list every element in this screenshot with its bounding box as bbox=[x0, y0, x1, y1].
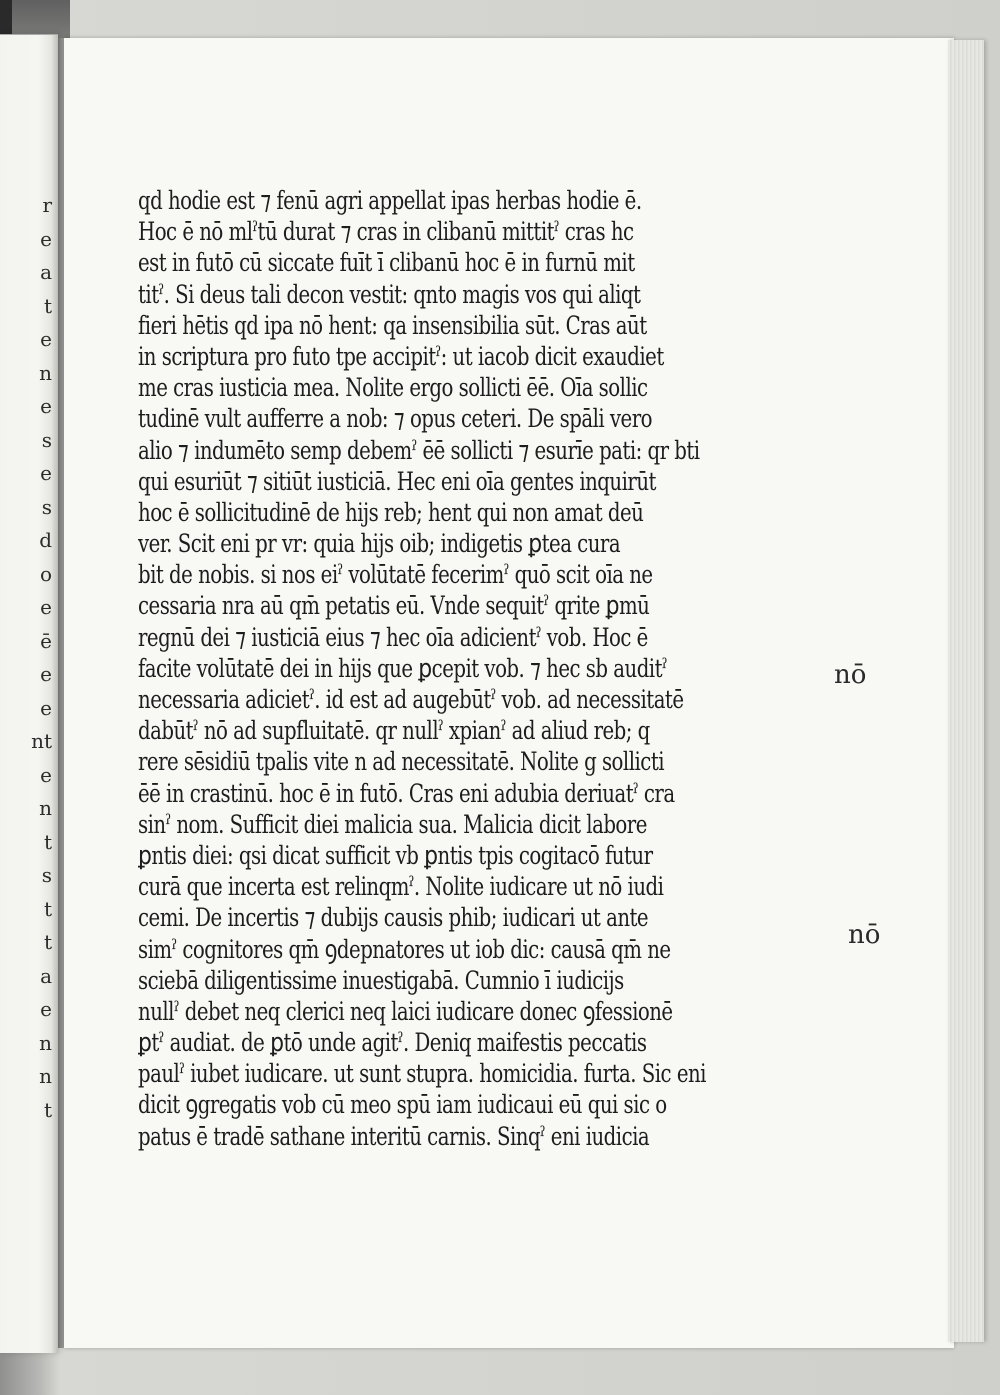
left-page-edge-char: e bbox=[40, 695, 52, 720]
margin-note: nō bbox=[848, 920, 881, 950]
manuscript-line: rere sēsidiū tpalis vite n ad necessitatē. Nolite g sollicti bbox=[138, 747, 665, 778]
manuscript-line: simˀ cognitores qm̄ ꝯdepnatores ut iob dic: causā qm̄ ne bbox=[138, 934, 671, 965]
left-page-edge-char: ē bbox=[40, 628, 52, 653]
manuscript-line: nullˀ debet neq clerici neq laici iudicare donec ꝯfessionē bbox=[138, 996, 673, 1027]
manuscript-line: ꝑntis diei: qsi dicat sufficit vb ꝑntis tpis cogitacō futur bbox=[138, 840, 653, 871]
left-page-edge-char: o bbox=[39, 561, 52, 586]
manuscript-line: in scriptura pro futo tpe accipitˀ: ut iacob dicit exaudiet bbox=[138, 341, 664, 372]
manuscript-line: hoc ē sollicitudinē de hijs reb; hent qui non amat deū bbox=[138, 497, 644, 528]
left-page-edge bbox=[0, 34, 58, 1353]
manuscript-line: me cras iusticia mea. Nolite ergo sollicti ēē. Oīa sollic bbox=[138, 373, 648, 404]
left-page-edge-char: r bbox=[42, 193, 52, 217]
manuscript-line: paulˀ iubet iudicare. ut sunt stupra. homicidia. furta. Sic eni bbox=[138, 1059, 706, 1090]
manuscript-line: dicit ꝯgregatis vob cū meo spū iam iudicaui eū qui sic o bbox=[138, 1090, 667, 1121]
margin-note: nō bbox=[834, 660, 867, 690]
left-page-edge-char: s bbox=[41, 427, 52, 452]
manuscript-line: cemi. De incertis ⁊ dubijs causis phib; iudicari ut ante bbox=[138, 903, 649, 934]
left-page-edge-char: t bbox=[43, 293, 52, 318]
manuscript-line: patus ē tradē sathane interitū carnis. Sinqˀ eni iudicia bbox=[138, 1121, 650, 1152]
manuscript-line: sinˀ nom. Sufficit diei malicia sua. Malicia dicit labore bbox=[138, 809, 647, 840]
manuscript-line: est in futō cū siccate fuīt ī clibanū hoc ē in furnū mit bbox=[138, 248, 635, 279]
manuscript-line: Hoc ē nō mlˀtū durat ⁊ cras in clibanū mittitˀ cras hc bbox=[138, 217, 634, 248]
manuscript-line: titˀ. Si deus tali decon vestit: qnto magis vos qui aliqt bbox=[138, 279, 641, 310]
manuscript-line: ꝑtˀ audiat. de ꝑtō unde agitˀ. Deniq maifestis peccatis bbox=[138, 1028, 647, 1059]
manuscript-line: cessaria nra aū qm̄ petatis eū. Vnde sequitˀ qrite ꝑmū bbox=[138, 591, 650, 622]
left-page-edge-char: t bbox=[43, 930, 52, 954]
left-page-edge-char: n bbox=[39, 360, 52, 385]
left-page-edge-char: s bbox=[41, 863, 52, 887]
manuscript-line: tudinē vult aufferre a nob: ⁊ opus ceteri. De spāli vero bbox=[138, 404, 652, 435]
page-stack-edge bbox=[948, 40, 984, 1342]
left-page-edge-char: n bbox=[39, 796, 52, 820]
manuscript-line: ēē in crastinū. hoc ē in futō. Cras eni adubia deriuatˀ cra bbox=[138, 778, 675, 809]
left-page-edge-char: d bbox=[39, 528, 52, 552]
left-page-edge-char: e bbox=[40, 762, 52, 787]
manuscript-line: necessaria adicietˀ. id est ad augebūtˀ vob. ad necessitatē bbox=[138, 685, 684, 715]
left-page-edge-char: a bbox=[40, 260, 52, 284]
left-page-edge-char: e bbox=[40, 394, 52, 418]
manuscript-line: curā que incerta est relinqmˀ. Nolite iudicare ut nō iudi bbox=[138, 872, 664, 903]
left-page-edge-char: e bbox=[40, 595, 52, 619]
left-page-edge-char: n bbox=[39, 1030, 52, 1055]
manuscript-line: qd hodie est ⁊ fenū agri appellat ipas herbas hodie ē. bbox=[138, 186, 642, 216]
manuscript-line: facite volūtatē dei in hijs que ꝑcepit vob. ⁊ hec sb auditˀ bbox=[138, 653, 668, 684]
manuscript-line: qui esuriūt ⁊ sitiūt iusticiā. Hec eni oīa gentes inquirūt bbox=[138, 466, 656, 497]
left-page-edge-char: t bbox=[43, 896, 52, 921]
manuscript-line: alio ⁊ indumēto semp debemˀ ēē sollicti ⁊ esurīe pati: qr bti bbox=[138, 435, 700, 466]
left-page-edge-char: e bbox=[40, 662, 52, 686]
left-page-edge-char: e bbox=[40, 461, 52, 485]
manuscript-text-block bbox=[138, 186, 798, 1152]
left-page-edge-char: a bbox=[40, 963, 52, 988]
manuscript-line: bit de nobis. si nos eiˀ volūtatē fecerimˀ quō scit oīa ne bbox=[138, 560, 653, 591]
manuscript-line: regnū dei ⁊ iusticiā eius ⁊ hec oīa adicientˀ vob. Hoc ē bbox=[138, 622, 648, 653]
left-page-edge-char: t bbox=[43, 1097, 52, 1122]
left-page-edge-char: e bbox=[40, 997, 52, 1021]
left-page-edge-char: e bbox=[40, 327, 52, 351]
manuscript-line: ver. Scit eni pr vr: quia hijs oib; indigetis ꝑtea cura bbox=[138, 529, 621, 560]
left-page-edge-char: t bbox=[43, 829, 52, 854]
left-page-edge-char: s bbox=[41, 494, 52, 519]
manuscript-line: dabūtˀ nō ad supfluitatē. qr nullˀ xpianˀ ad aliud reb; q bbox=[138, 716, 650, 747]
left-page-edge-char: n bbox=[39, 1064, 52, 1088]
left-page-edge-char: e bbox=[40, 226, 52, 251]
left-page-edge-char: nt bbox=[31, 729, 52, 753]
manuscript-line: fieri hētis qd ipa nō hent: qa insensibilia sūt. Cras aūt bbox=[138, 310, 647, 341]
manuscript-line: sciebā diligentissime inuestigabā. Cumnio ī iudicijs bbox=[138, 965, 624, 996]
